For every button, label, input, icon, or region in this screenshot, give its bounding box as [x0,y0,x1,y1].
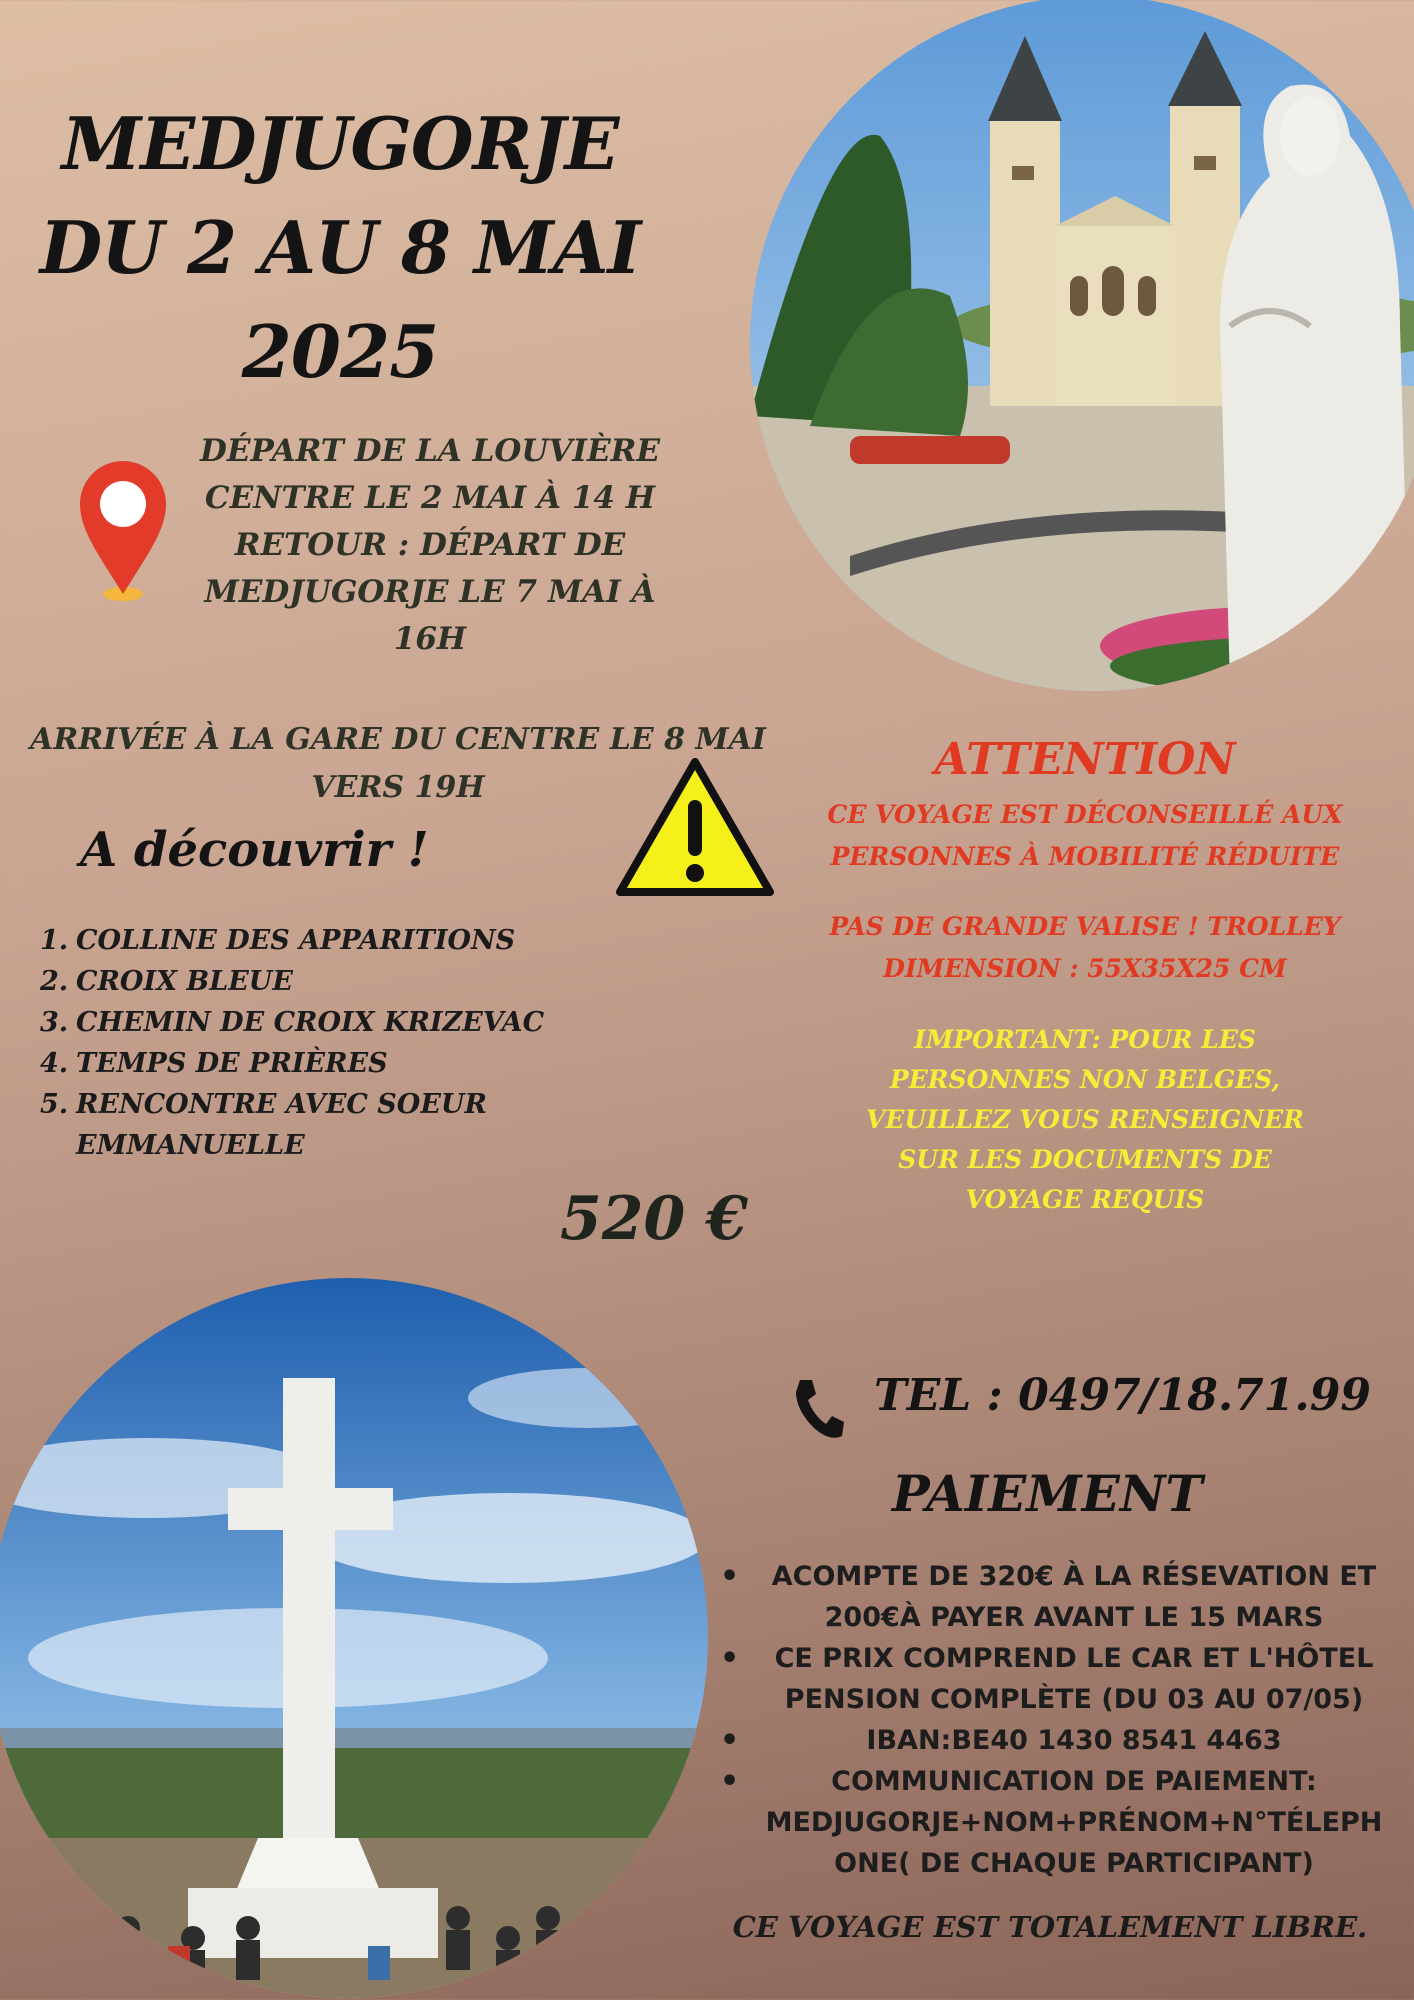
page-title [30,92,650,404]
list-number: 4. [40,1048,69,1079]
list-item [40,1002,600,1043]
title-line: DU 2 AU 8 MAI [39,205,641,290]
payment-heading: PAIEMENT [892,1464,1203,1523]
attention-heading: ATTENTION [934,734,1236,785]
arrival-line: VERS 19H [311,770,485,805]
list-number: 1. [40,925,69,956]
list-item: • ACOMPTE DE 320€ À LA RÉSEVATION ET 200€À PAYER AVANT LE 15 MARS [720,1556,1390,1638]
notice-line: SUR LES DOCUMENTS DE [898,1145,1272,1174]
warning-line: CE VOYAGE EST DÉCONSEILLÉ AUX [827,800,1343,829]
warning-triangle-icon [614,756,776,900]
list-number: 5. [40,1089,69,1120]
list-item [40,1043,600,1084]
list-item [40,1084,600,1166]
list-text: RENCONTRE AVEC SOEUR EMMANUELLE [76,1089,487,1161]
notice-line: VEUILLEZ VOUS RENSEIGNER [866,1105,1304,1134]
list-text: COLLINE DES APPARITIONS [76,925,516,956]
list-item: • IBAN:BE40 1430 8541 4463 [720,1720,1390,1761]
phone-number: TEL : 0497/18.71.99 [874,1370,1371,1421]
list-item [40,920,600,961]
list-item [40,961,600,1002]
departure-line: CENTRE LE 2 MAI À 14 H [204,480,656,516]
discover-heading: A découvrir ! [80,822,429,878]
discover-list [40,920,600,1166]
arrival-line: ARRIVÉE À LA GARE DU CENTRE LE 8 MAI [30,722,766,757]
list-text: CHEMIN DE CROIX KRIZEVAC [76,1007,545,1038]
notice-line: VOYAGE REQUIS [965,1185,1205,1214]
payment-list [720,1556,1390,1884]
title-line: 2025 [241,309,439,394]
departure-info [170,428,690,663]
title-line: MEDJUGORJE [61,101,619,186]
departure-line: RETOUR : DÉPART DE [234,527,626,563]
departure-line: MEDJUGORJE LE 7 MAI À [204,574,656,610]
luggage-warning [790,906,1380,990]
list-text: TEMPS DE PRIÈRES [76,1048,388,1079]
departure-line: DÉPART DE LA LOUVIÈRE [199,433,661,469]
departure-line: 16H [393,621,467,657]
mobility-warning [790,794,1380,878]
warning-line: PERSONNES À MOBILITÉ RÉDUITE [830,842,1340,871]
notice-line: IMPORTANT: POUR LES [914,1025,1256,1054]
list-number: 3. [40,1007,69,1038]
phone-icon [790,1376,846,1442]
list-number: 2. [40,966,69,997]
cross-photo [0,1278,708,1998]
price: 520 € [560,1184,748,1254]
important-notice [820,1020,1350,1220]
map-pin-icon [78,458,168,608]
notice-line: PERSONNES NON BELGES, [889,1065,1281,1094]
list-item: • COMMUNICATION DE PAIEMENT: MEDJUGORJE+NOM+PRÉNOM+N°TÉLEPH ONE( DE CHAQUE PARTICIPANT) [720,1761,1390,1884]
list-item: • CE PRIX COMPREND LE CAR ET L'HÔTEL PENSION COMPLÈTE (DU 03 AU 07/05) [720,1638,1390,1720]
warning-line: PAS DE GRANDE VALISE ! TROLLEY [829,912,1341,941]
church-photo [750,0,1414,691]
list-text: CROIX BLEUE [76,966,293,997]
free-trip-note: CE VOYAGE EST TOTALEMENT LIBRE. [732,1910,1368,1944]
warning-line: DIMENSION : 55X35X25 CM [883,954,1287,983]
